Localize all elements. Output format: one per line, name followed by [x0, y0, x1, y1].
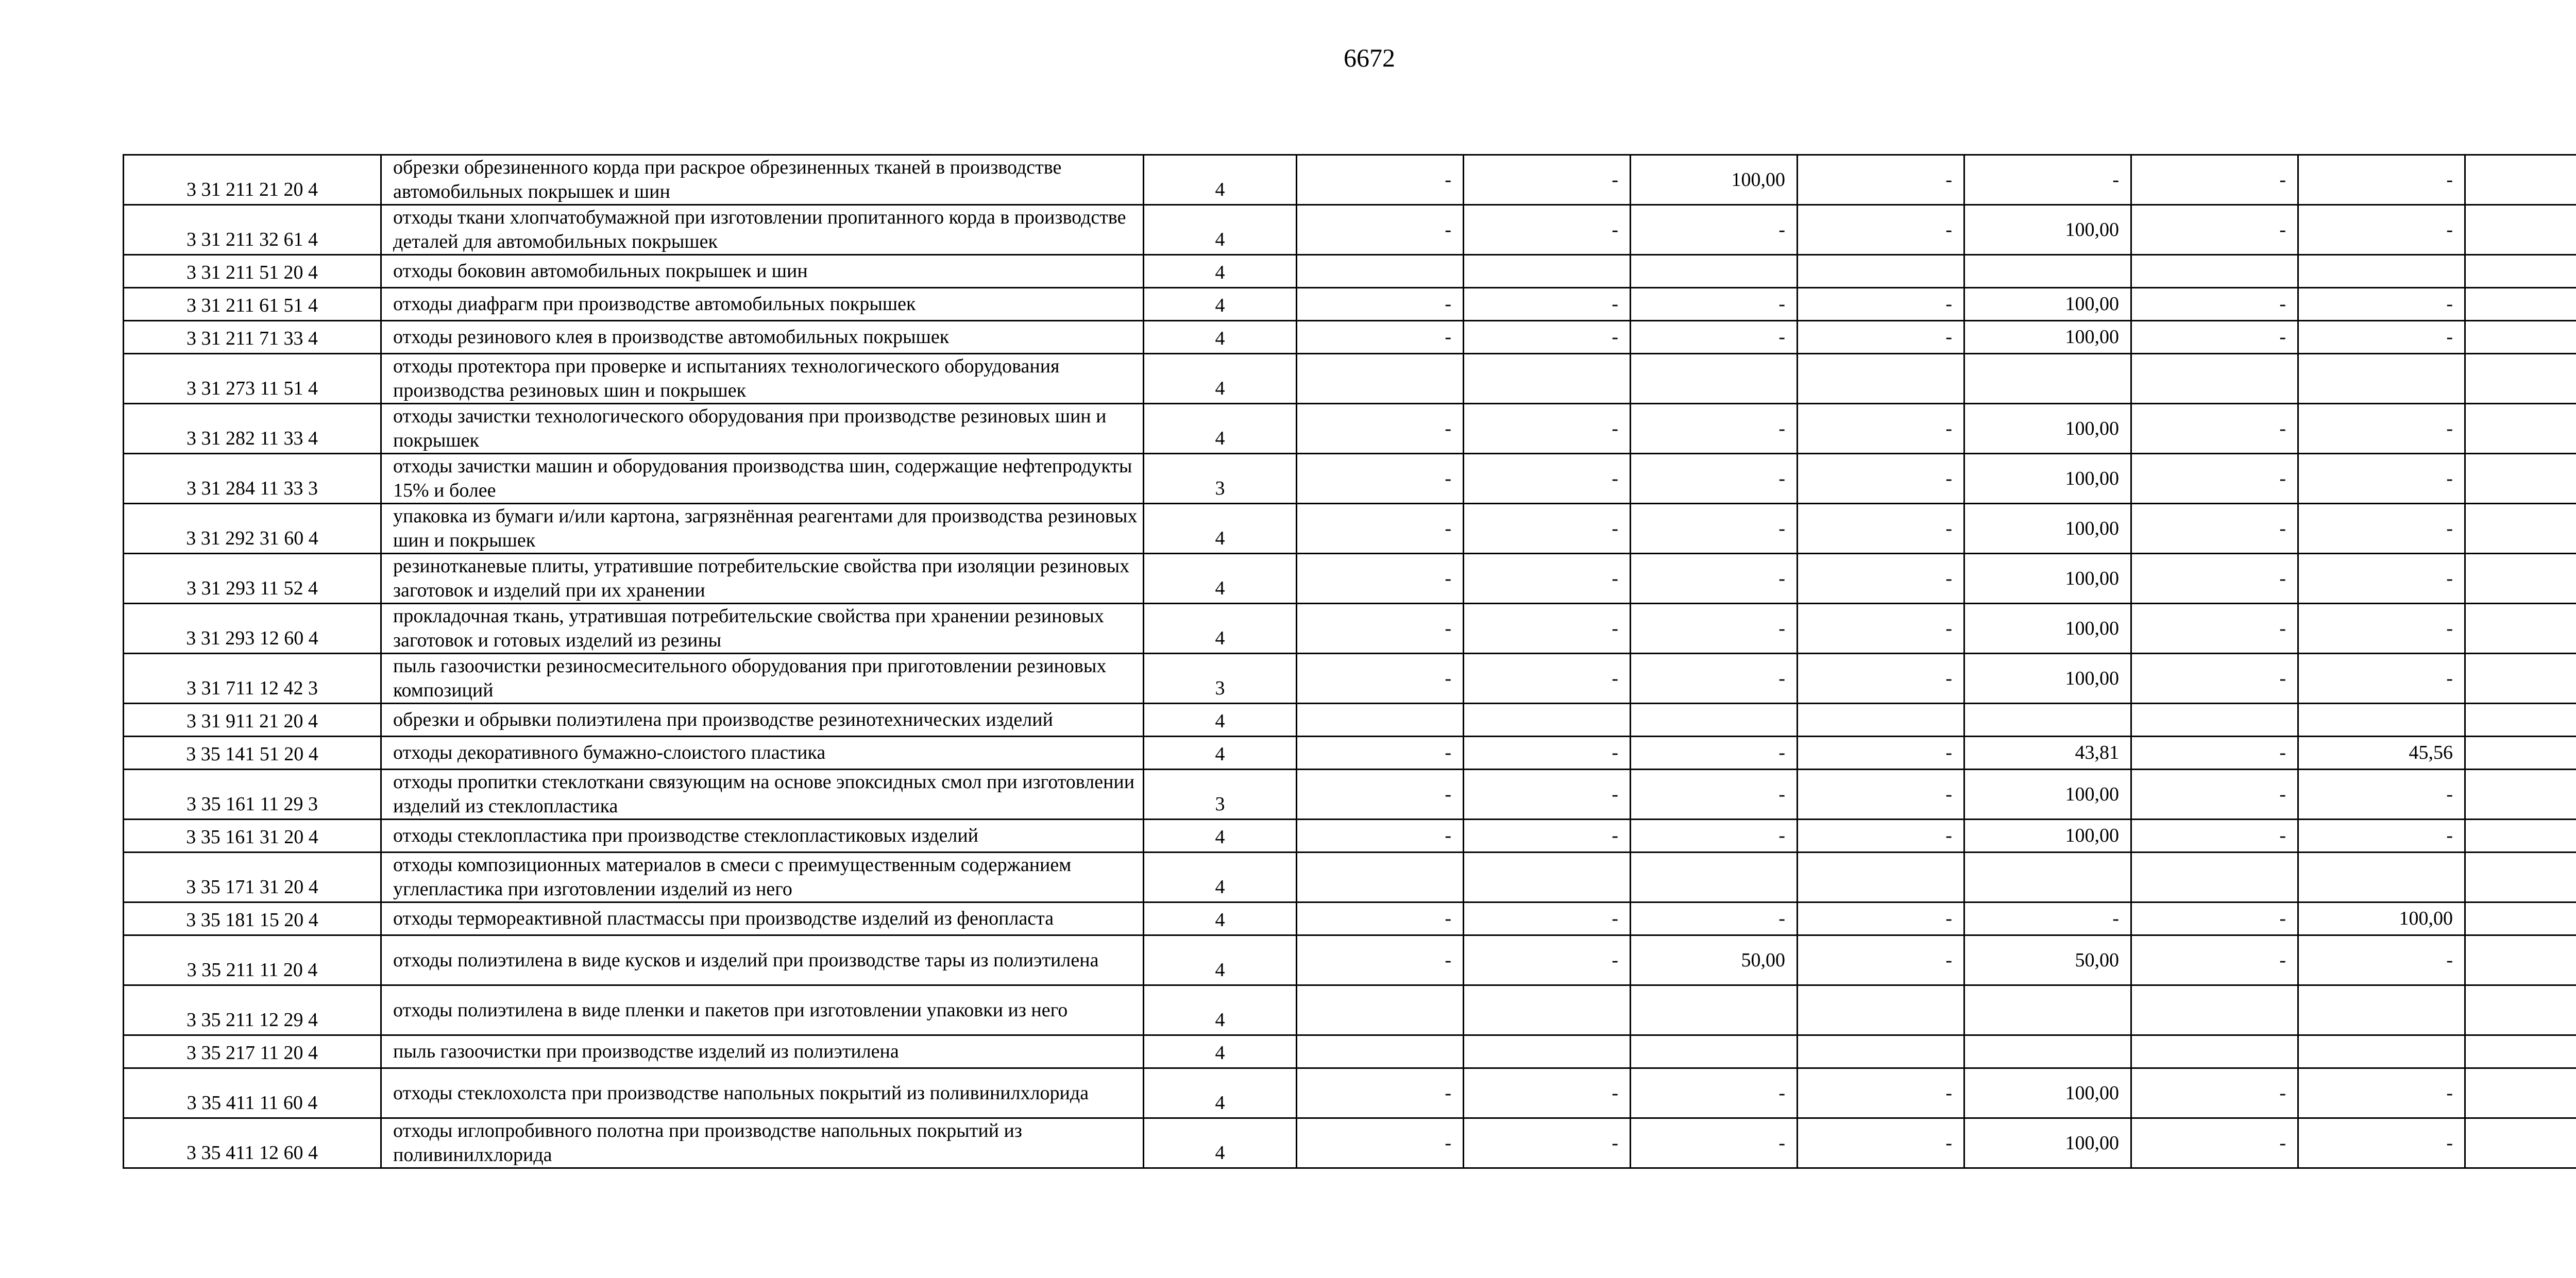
value-cell: - — [1798, 454, 1964, 504]
value-cell — [2465, 704, 2576, 737]
waste-code-cell: 3 31 293 11 52 4 — [124, 554, 381, 604]
value-cell — [2465, 454, 2576, 504]
value-cell — [1631, 255, 1798, 288]
value-cell: 100,00 — [1964, 504, 2131, 554]
value-cell: - — [1631, 902, 1798, 935]
value-cell: - — [2131, 454, 2298, 504]
value-cell: - — [2131, 1068, 2298, 1118]
hazard-class-cell: 4 — [1144, 604, 1297, 654]
table-row — [124, 504, 2576, 554]
table-row — [124, 985, 2576, 1035]
hazard-class-cell: 4 — [1144, 853, 1297, 902]
value-cell: - — [1464, 554, 1631, 604]
value-cell — [1297, 255, 1464, 288]
value-cell: 50,00 — [1964, 935, 2131, 985]
value-cell: - — [1631, 504, 1798, 554]
value-cell: - — [1297, 1118, 1464, 1168]
hazard-class-cell: 3 — [1144, 654, 1297, 704]
value-cell — [2465, 604, 2576, 654]
value-cell: - — [1798, 604, 1964, 654]
value-cell: - — [1297, 1068, 1464, 1118]
value-cell: - — [2131, 155, 2298, 205]
hazard-class-cell: 4 — [1144, 935, 1297, 985]
value-cell: - — [1631, 1068, 1798, 1118]
value-cell: - — [1464, 288, 1631, 321]
value-cell: - — [2298, 504, 2465, 554]
waste-code-cell: 3 31 284 11 33 3 — [124, 454, 381, 504]
value-cell: - — [1297, 770, 1464, 820]
value-cell: - — [2298, 820, 2465, 853]
waste-code-cell: 3 31 211 71 33 4 — [124, 321, 381, 354]
value-cell — [2465, 902, 2576, 935]
value-cell: - — [1798, 1068, 1964, 1118]
value-cell — [2131, 1035, 2298, 1068]
value-cell — [2465, 1068, 2576, 1118]
table-row — [124, 1068, 2576, 1118]
value-cell: - — [2298, 205, 2465, 255]
hazard-class-cell: 4 — [1144, 321, 1297, 354]
value-cell: - — [1798, 288, 1964, 321]
waste-name-cell: отходы пропитки стеклоткани связующим на основе эпоксидных смол при изготовлении изделий из стеклопластика — [381, 770, 1144, 820]
value-cell: - — [1297, 604, 1464, 654]
value-cell — [1631, 853, 1798, 902]
value-cell: - — [1964, 902, 2131, 935]
value-cell: - — [1297, 205, 1464, 255]
value-cell: - — [1798, 554, 1964, 604]
value-cell: 100,00 — [1964, 321, 2131, 354]
value-cell: - — [2298, 770, 2465, 820]
value-cell — [2465, 770, 2576, 820]
value-cell: - — [1631, 820, 1798, 853]
value-cell — [2465, 654, 2576, 704]
hazard-class-cell: 4 — [1144, 288, 1297, 321]
table-row — [124, 935, 2576, 985]
value-cell — [2465, 255, 2576, 288]
waste-code-cell: 3 35 171 31 20 4 — [124, 853, 381, 902]
value-cell — [2298, 704, 2465, 737]
value-cell: - — [2131, 654, 2298, 704]
value-cell — [2465, 985, 2576, 1035]
table-row — [124, 704, 2576, 737]
value-cell — [2465, 554, 2576, 604]
value-cell — [1798, 704, 1964, 737]
waste-name-cell: отходы композиционных материалов в смеси с преимущественным содержанием углепластика при изготовлении изделий из него — [381, 853, 1144, 902]
table-body — [124, 155, 2576, 1168]
value-cell — [1798, 354, 1964, 404]
hazard-class-cell: 3 — [1144, 454, 1297, 504]
value-cell — [2465, 737, 2576, 770]
value-cell — [1964, 853, 2131, 902]
value-cell — [1964, 704, 2131, 737]
waste-name-cell: отходы ткани хлопчатобумажной при изготовлении пропитанного корда в производстве деталей для автомобильных покрышек — [381, 205, 1144, 255]
waste-name-cell: отходы полиэтилена в виде пленки и пакетов при изготовлении упаковки из него — [381, 985, 1144, 1035]
table-row — [124, 255, 2576, 288]
waste-name-cell: отходы термореактивной пластмассы при производстве изделий из фенопласта — [381, 902, 1144, 935]
value-cell: - — [2131, 1118, 2298, 1168]
value-cell — [1964, 354, 2131, 404]
hazard-class-cell: 3 — [1144, 770, 1297, 820]
value-cell: 100,00 — [1964, 604, 2131, 654]
value-cell: - — [1798, 770, 1964, 820]
hazard-class-cell: 4 — [1144, 554, 1297, 604]
value-cell — [1297, 853, 1464, 902]
value-cell: - — [1631, 288, 1798, 321]
value-cell: - — [1297, 902, 1464, 935]
value-cell: - — [1464, 321, 1631, 354]
value-cell — [1631, 704, 1798, 737]
value-cell: - — [1464, 504, 1631, 554]
waste-code-cell: 3 35 211 12 29 4 — [124, 985, 381, 1035]
value-cell — [2465, 1035, 2576, 1068]
value-cell: 100,00 — [1631, 155, 1798, 205]
waste-name-cell: пыль газоочистки резиносмесительного оборудования при приготовлении резиновых композиций — [381, 654, 1144, 704]
waste-name-cell: отходы декоративного бумажно-слоистого пластика — [381, 737, 1144, 770]
value-cell: 100,00 — [1964, 1118, 2131, 1168]
value-cell: - — [1798, 404, 1964, 454]
value-cell: - — [1297, 820, 1464, 853]
value-cell: - — [1631, 604, 1798, 654]
page-number: 6672 — [1344, 43, 1395, 72]
value-cell: - — [2131, 404, 2298, 454]
waste-table — [123, 154, 2576, 1169]
table-row — [124, 1118, 2576, 1168]
waste-code-cell: 3 35 217 11 20 4 — [124, 1035, 381, 1068]
value-cell: - — [2131, 321, 2298, 354]
value-cell — [2465, 820, 2576, 853]
value-cell — [2131, 704, 2298, 737]
waste-name-cell: отходы иглопробивного полотна при производстве напольных покрытий из поливинилхлорида — [381, 1118, 1144, 1168]
value-cell — [1297, 704, 1464, 737]
value-cell: - — [1631, 321, 1798, 354]
value-cell: - — [1464, 1068, 1631, 1118]
value-cell: - — [1464, 935, 1631, 985]
value-cell: - — [2298, 604, 2465, 654]
table-row — [124, 554, 2576, 604]
value-cell — [1964, 1035, 2131, 1068]
table-row — [124, 770, 2576, 820]
value-cell — [2465, 935, 2576, 985]
value-cell: - — [1464, 770, 1631, 820]
value-cell: - — [2131, 504, 2298, 554]
value-cell — [1297, 354, 1464, 404]
value-cell — [2465, 404, 2576, 454]
value-cell — [1631, 1035, 1798, 1068]
value-cell: - — [1464, 902, 1631, 935]
value-cell: - — [1798, 820, 1964, 853]
value-cell: 100,00 — [1964, 554, 2131, 604]
value-cell: 100,00 — [1964, 770, 2131, 820]
value-cell: - — [1631, 737, 1798, 770]
value-cell: - — [2298, 454, 2465, 504]
value-cell: - — [1297, 737, 1464, 770]
table-row — [124, 902, 2576, 935]
value-cell: - — [1964, 155, 2131, 205]
waste-name-cell: отходы стеклопластика при производстве стеклопластиковых изделий — [381, 820, 1144, 853]
value-cell: 43,81 — [1964, 737, 2131, 770]
waste-code-cell: 3 35 211 11 20 4 — [124, 935, 381, 985]
value-cell: - — [2298, 321, 2465, 354]
value-cell: - — [1297, 404, 1464, 454]
waste-name-cell: отходы зачистки машин и оборудования производства шин, содержащие нефтепродукты 15% и более — [381, 454, 1144, 504]
hazard-class-cell: 4 — [1144, 985, 1297, 1035]
waste-code-cell: 3 31 292 31 60 4 — [124, 504, 381, 554]
waste-code-cell: 3 35 411 11 60 4 — [124, 1068, 381, 1118]
waste-name-cell: обрезки обрезиненного корда при раскрое обрезиненных тканей в производстве автомобильных покрышек и шин — [381, 155, 1144, 205]
table-row — [124, 288, 2576, 321]
value-cell: - — [1297, 454, 1464, 504]
table-row — [124, 1035, 2576, 1068]
waste-name-cell: отходы стеклохолста при производстве напольных покрытий из поливинилхлорида — [381, 1068, 1144, 1118]
value-cell — [1297, 985, 1464, 1035]
value-cell — [2465, 504, 2576, 554]
value-cell: - — [1297, 654, 1464, 704]
value-cell — [1964, 255, 2131, 288]
value-cell: - — [1631, 1118, 1798, 1168]
hazard-class-cell: 4 — [1144, 704, 1297, 737]
value-cell: - — [1297, 554, 1464, 604]
value-cell — [1798, 255, 1964, 288]
value-cell: - — [2298, 155, 2465, 205]
value-cell: - — [1798, 205, 1964, 255]
value-cell: 100,00 — [1964, 454, 2131, 504]
value-cell: - — [1297, 504, 1464, 554]
value-cell: - — [1631, 454, 1798, 504]
value-cell: - — [1631, 654, 1798, 704]
value-cell — [2465, 853, 2576, 902]
waste-code-cell: 3 31 293 12 60 4 — [124, 604, 381, 654]
hazard-class-cell: 4 — [1144, 737, 1297, 770]
value-cell: - — [1631, 205, 1798, 255]
value-cell: - — [2298, 1068, 2465, 1118]
waste-code-cell: 3 31 211 32 61 4 — [124, 205, 381, 255]
table-row — [124, 604, 2576, 654]
hazard-class-cell: 4 — [1144, 155, 1297, 205]
value-cell: - — [1464, 155, 1631, 205]
value-cell — [2465, 354, 2576, 404]
table-row — [124, 205, 2576, 255]
waste-name-cell: отходы диафрагм при производстве автомобильных покрышек — [381, 288, 1144, 321]
value-cell — [1464, 255, 1631, 288]
value-cell: - — [1798, 504, 1964, 554]
value-cell — [1464, 853, 1631, 902]
table-row — [124, 404, 2576, 454]
value-cell: - — [2131, 770, 2298, 820]
value-cell: - — [2131, 554, 2298, 604]
waste-code-cell: 3 31 911 21 20 4 — [124, 704, 381, 737]
value-cell: 100,00 — [1964, 654, 2131, 704]
value-cell: - — [1798, 654, 1964, 704]
hazard-class-cell: 4 — [1144, 1118, 1297, 1168]
value-cell: - — [1464, 820, 1631, 853]
hazard-class-cell: 4 — [1144, 820, 1297, 853]
value-cell: - — [1631, 770, 1798, 820]
value-cell — [2465, 1118, 2576, 1168]
value-cell: - — [2131, 604, 2298, 654]
waste-code-cell: 3 31 211 51 20 4 — [124, 255, 381, 288]
value-cell: 100,00 — [1964, 1068, 2131, 1118]
value-cell: - — [1464, 654, 1631, 704]
waste-code-cell: 3 31 273 11 51 4 — [124, 354, 381, 404]
value-cell — [2131, 354, 2298, 404]
waste-code-cell: 3 35 181 15 20 4 — [124, 902, 381, 935]
waste-code-cell: 3 31 211 61 51 4 — [124, 288, 381, 321]
value-cell — [1464, 704, 1631, 737]
value-cell: 50,00 — [1631, 935, 1798, 985]
table-row — [124, 737, 2576, 770]
value-cell: - — [1297, 288, 1464, 321]
hazard-class-cell: 4 — [1144, 354, 1297, 404]
waste-name-cell: отходы зачистки технологического оборудования при производстве резиновых шин и покрышек — [381, 404, 1144, 454]
value-cell: - — [1798, 155, 1964, 205]
value-cell — [2298, 1035, 2465, 1068]
table-row — [124, 853, 2576, 902]
waste-name-cell: упаковка из бумаги и/или картона, загрязнённая реагентами для производства резиновых шин и покрышек — [381, 504, 1144, 554]
value-cell — [2465, 321, 2576, 354]
value-cell — [2131, 985, 2298, 1035]
value-cell: - — [2298, 404, 2465, 454]
waste-name-cell: отходы протектора при проверке и испытаниях технологического оборудования производства резиновых шин и покрышек — [381, 354, 1144, 404]
value-cell — [2465, 288, 2576, 321]
value-cell — [2131, 255, 2298, 288]
value-cell: - — [1464, 604, 1631, 654]
value-cell: 100,00 — [1964, 205, 2131, 255]
value-cell: - — [1631, 404, 1798, 454]
value-cell — [1964, 985, 2131, 1035]
value-cell — [1798, 1035, 1964, 1068]
waste-code-cell: 3 35 161 31 20 4 — [124, 820, 381, 853]
waste-name-cell: пыль газоочистки при производстве изделий из полиэтилена — [381, 1035, 1144, 1068]
value-cell: - — [1297, 935, 1464, 985]
waste-code-cell: 3 35 141 51 20 4 — [124, 737, 381, 770]
value-cell: - — [1464, 454, 1631, 504]
value-cell: - — [2298, 935, 2465, 985]
value-cell — [1798, 985, 1964, 1035]
value-cell: - — [1297, 155, 1464, 205]
value-cell: 100,00 — [1964, 288, 2131, 321]
waste-code-cell: 3 31 711 12 42 3 — [124, 654, 381, 704]
value-cell — [1631, 985, 1798, 1035]
value-cell: - — [2298, 654, 2465, 704]
waste-name-cell: отходы полиэтилена в виде кусков и изделий при производстве тары из полиэтилена — [381, 935, 1144, 985]
value-cell: - — [1798, 737, 1964, 770]
waste-code-cell: 3 31 211 21 20 4 — [124, 155, 381, 205]
value-cell: - — [2298, 554, 2465, 604]
value-cell: - — [2131, 288, 2298, 321]
value-cell — [1297, 1035, 1464, 1068]
value-cell: - — [1297, 321, 1464, 354]
waste-name-cell: отходы боковин автомобильных покрышек и шин — [381, 255, 1144, 288]
hazard-class-cell: 4 — [1144, 1068, 1297, 1118]
value-cell — [2298, 354, 2465, 404]
value-cell: 100,00 — [2298, 902, 2465, 935]
value-cell — [1464, 985, 1631, 1035]
value-cell: - — [2131, 205, 2298, 255]
value-cell — [2298, 255, 2465, 288]
value-cell — [1464, 1035, 1631, 1068]
value-cell — [2465, 205, 2576, 255]
waste-code-cell: 3 35 161 11 29 3 — [124, 770, 381, 820]
value-cell — [2298, 853, 2465, 902]
value-cell: 100,00 — [1964, 404, 2131, 454]
table-row — [124, 820, 2576, 853]
value-cell: - — [2131, 820, 2298, 853]
value-cell: - — [1798, 935, 1964, 985]
value-cell: - — [1464, 1118, 1631, 1168]
value-cell: - — [1464, 737, 1631, 770]
hazard-class-cell: 4 — [1144, 504, 1297, 554]
value-cell: 45,56 — [2298, 737, 2465, 770]
table-row — [124, 454, 2576, 504]
hazard-class-cell: 4 — [1144, 404, 1297, 454]
value-cell: - — [1464, 205, 1631, 255]
value-cell — [2465, 155, 2576, 205]
table-row — [124, 354, 2576, 404]
waste-name-cell: обрезки и обрывки полиэтилена при производстве резинотехнических изделий — [381, 704, 1144, 737]
value-cell — [2131, 853, 2298, 902]
value-cell: - — [2131, 902, 2298, 935]
hazard-class-cell: 4 — [1144, 902, 1297, 935]
value-cell: - — [1798, 321, 1964, 354]
value-cell — [2298, 985, 2465, 1035]
hazard-class-cell: 4 — [1144, 205, 1297, 255]
hazard-class-cell: 4 — [1144, 255, 1297, 288]
value-cell: - — [2131, 935, 2298, 985]
value-cell: - — [1798, 902, 1964, 935]
value-cell: - — [2298, 1118, 2465, 1168]
value-cell: 100,00 — [1964, 820, 2131, 853]
value-cell: - — [1464, 404, 1631, 454]
table-row — [124, 654, 2576, 704]
value-cell: - — [1631, 554, 1798, 604]
waste-name-cell: отходы резинового клея в производстве автомобильных покрышек — [381, 321, 1144, 354]
value-cell — [1631, 354, 1798, 404]
waste-name-cell: прокладочная ткань, утратившая потребительские свойства при хранении резиновых заготовок и готовых изделий из резины — [381, 604, 1144, 654]
table-row — [124, 155, 2576, 205]
waste-name-cell: резинотканевые плиты, утратившие потребительские свойства при изоляции резиновых заготовок и изделий при их хранении — [381, 554, 1144, 604]
table-row — [124, 321, 2576, 354]
value-cell — [1464, 354, 1631, 404]
value-cell: - — [2298, 288, 2465, 321]
waste-code-cell: 3 31 282 11 33 4 — [124, 404, 381, 454]
value-cell: - — [2131, 737, 2298, 770]
waste-code-cell: 3 35 411 12 60 4 — [124, 1118, 381, 1168]
value-cell: - — [1798, 1118, 1964, 1168]
hazard-class-cell: 4 — [1144, 1035, 1297, 1068]
value-cell — [1798, 853, 1964, 902]
